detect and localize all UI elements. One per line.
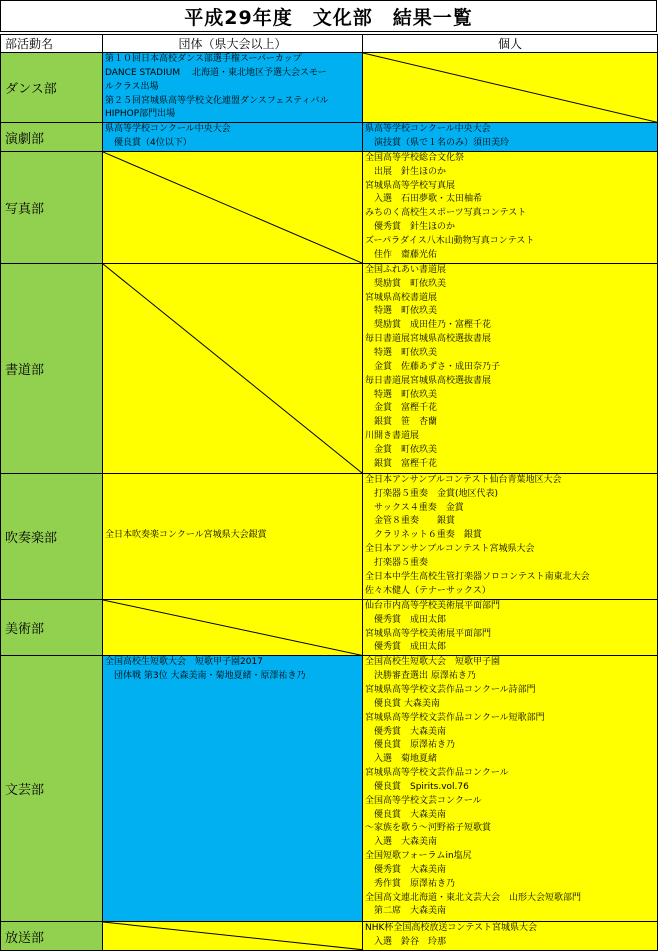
table-row [1,53,658,123]
result-line: DANCE STADIUM 北海道・東北地区予選大会スモー [105,67,327,78]
result-line: 入選 大森美南 [365,837,438,848]
result-line: 全国短歌フォーラムin塩尻 [365,851,472,862]
club-name: ダンス部 [1,53,103,123]
individual-lines [363,600,657,655]
result-line: 全日本中学生高校生管打楽器ソロコンテスト南東北大会 [365,571,590,582]
result-line: 優良賞 大森美南 [365,698,440,709]
diagonal-line [103,264,362,473]
result-line: 入選 石田夢歌・太田柚希 [365,194,483,205]
result-line: 県高等学校コンクール中央大会 [105,124,231,135]
result-line: 打楽器５重奏 金賞(地区代表) [365,488,499,499]
header-individual: 個人 [363,35,658,53]
club-name: 写真部 [1,151,103,263]
table-row [1,922,658,951]
result-line: 宮城県高等学校文芸作品コンクール [365,768,509,779]
result-line: 銀賞 富樫千花 [365,458,438,469]
result-line: 団体戦 第3位 大森美南・菊地夏緒・原澤祐き乃 [105,671,306,682]
individual-cell [363,656,658,922]
group-cell-empty [103,922,363,951]
result-line: 金賞 町依玖美 [365,444,438,455]
club-name: 書道部 [1,263,103,473]
result-line: 佐々木健人（テナーサックス） [365,585,491,596]
result-line: 演技賞（県で１名のみ）須田美玲 [365,138,510,149]
diagonal-line [103,922,362,950]
group-cell [103,656,363,922]
result-line: 第二席 大森美南 [365,906,447,917]
group-cell [103,123,363,152]
table-row [1,656,658,922]
result-line: 川開き書道展 [365,431,420,442]
result-line: みちのく高校生スポーツ写真コンテスト [365,208,527,219]
result-line: 金賞 富樫千花 [365,403,438,414]
group-lines [103,529,362,543]
result-line: 優秀賞 大森美南 [365,726,447,737]
result-line: 仙台市内高等学校美術展平面部門 [365,600,501,611]
result-line: クラリネット６重奏 銀賞 [365,530,482,541]
result-line: 全国ふれあい書道展 [365,264,447,275]
club-name: 放送部 [1,922,103,951]
table-row [1,473,658,599]
group-cell-empty [103,151,363,263]
result-line: 全国高等学校文芸コンクール [365,795,482,806]
individual-cell [363,473,658,599]
result-line: 優秀賞 成田太郎 [365,614,447,625]
result-line: ルクラス出場 [105,81,159,92]
result-line: 決勝審査選出 原澤祐き乃 [365,671,476,682]
individual-lines [363,152,657,263]
result-line: HIPHOP部門出場 [105,109,176,120]
result-line: 優良賞 大森美南 [365,809,447,820]
results-table [0,34,658,951]
result-line: 金管８重奏 銀賞 [365,516,456,527]
header-group: 団体（県大会以上） [103,35,363,53]
result-line: 宮城県高等学校文芸作品コンクール詩部門 [365,684,536,695]
table-row [1,123,658,152]
result-line: 全国高校生短歌大会 短歌甲子園2017 [105,657,263,668]
result-line: 全国高文連北海道・東北文芸大会 山形大会短歌部門 [365,892,582,903]
club-name: 文芸部 [1,656,103,922]
group-lines [103,53,362,122]
group-cell [103,473,363,599]
table-row [1,263,658,473]
result-line: 特選 町依玖美 [365,347,438,358]
individual-lines [363,474,657,599]
individual-cell [363,123,658,152]
club-name: 吹奏楽部 [1,473,103,599]
individual-lines [363,922,657,950]
result-line: 宮城県高等学校文芸作品コンクール短歌部門 [365,712,545,723]
result-line: 全日本吹奏楽コンクール宮城県大会銀賞 [105,530,267,541]
individual-lines [363,656,657,919]
club-name: 美術部 [1,599,103,655]
result-line: 第１０回日本高校ダンス部選手権スーパーカップ [105,54,302,64]
result-line: 県高等学校コンクール中央大会 [365,124,491,135]
group-cell-empty [103,599,363,655]
table-row [1,151,658,263]
group-lines [103,656,362,684]
group-cell [103,53,363,123]
header-row [1,35,658,53]
result-line: 第２５回宮城県高等学校文化連盟ダンスフェスティバル [105,95,329,106]
result-line: NHK杯全国高校放送コンテスト宮城県大会 [365,923,538,934]
result-line: 全国高等学校総合文化祭 [365,152,465,163]
diagonal-line [363,53,657,122]
table-row [1,599,658,655]
header-club: 部活動名 [1,35,103,53]
result-line: 銀賞 笹 杏蘭 [365,417,438,428]
individual-cell [363,151,658,263]
individual-cell [363,263,658,473]
result-line: 全国高校生短歌大会 短歌甲子園 [365,657,501,668]
result-line: ズーパラダイス八木山動物写真コンテスト [365,235,535,246]
individual-cell [363,599,658,655]
individual-lines [363,264,657,472]
individual-cell-empty [363,53,658,123]
result-line: 優秀賞 針生ほのか [365,222,456,233]
group-lines [103,123,362,151]
result-line: 奨励賞 成田佳乃・富樫千花 [365,320,492,331]
result-line: 宮城県高等学校美術展平面部門 [365,628,492,639]
result-line: 優秀賞 成田太郎 [365,642,447,653]
result-line: 奨励賞 町依玖美 [365,278,447,289]
diagonal-line [103,152,362,263]
individual-cell [363,922,658,951]
result-line: ～家族を歌う～河野裕子短歌賞 [365,823,492,834]
result-line: 宮城県高校書道展 [365,292,438,303]
result-line: 金賞 佐藤あずさ・成田奈乃子 [365,361,501,372]
result-line: 毎日書道展宮城県高校選抜書展 [365,375,492,386]
result-line: 入選 菊地夏緒 [365,754,438,765]
result-line: サックス４重奏 金賞 [365,502,464,513]
result-line: 全日本アンサンブルコンテスト宮城県大会 [365,544,535,555]
result-line: 佳作 齋藤光佑 [365,249,438,260]
result-line: 入選 鈴谷 玲那 [365,937,447,948]
result-line: 特選 町依玖美 [365,389,438,400]
diagonal-line [103,600,362,655]
group-cell-empty [103,263,363,473]
individual-lines [363,123,657,151]
result-line: 宮城県高等学校写真展 [365,180,456,191]
result-line: 毎日書道展宮城県高校選抜書展 [365,334,492,345]
result-line: 出展 針生ほのか [365,166,447,177]
result-line: 優秀賞 大森美南 [365,864,447,875]
club-name: 演劇部 [1,123,103,152]
result-line: 優良賞 Spirits.vol.76 [365,781,469,792]
page-title: 平成29年度 文化部 結果一覧 [0,0,657,32]
result-line: 優良賞（4位以下） [105,138,192,149]
result-line: 秀作賞 原澤祐き乃 [365,878,456,889]
result-line: 打楽器５重奏 [365,557,429,568]
result-line: 優良賞 原澤祐き乃 [365,740,456,751]
result-line: 全日本アンサンブルコンテスト仙台青葉地区大会 [365,474,562,485]
result-line: 特選 町依玖美 [365,306,438,317]
